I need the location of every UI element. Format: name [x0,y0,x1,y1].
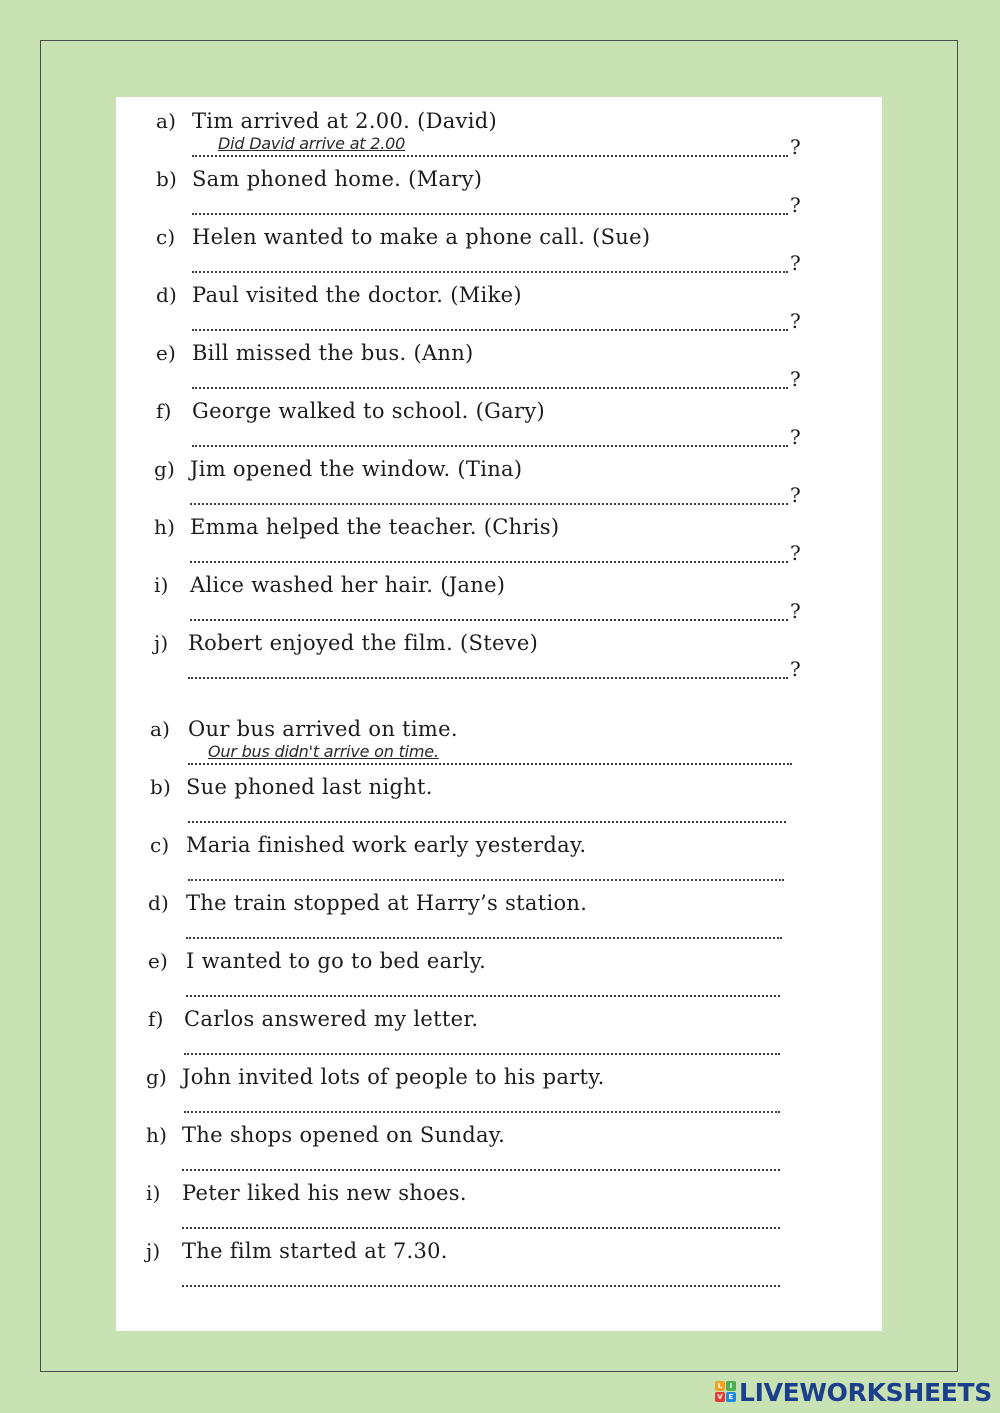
item-letter: a) [150,717,171,741]
item-sentence: Peter liked his new shoes. [182,1181,467,1205]
answer-line[interactable] [190,503,788,505]
worksheet-paper [116,97,882,1331]
question-mark: ? [790,309,801,333]
exercise-2-item-h [116,1123,882,1181]
question-mark: ? [790,599,801,623]
answer-line[interactable] [182,1285,780,1287]
item-letter: d) [148,891,170,915]
exercise-2-item-d [116,891,882,949]
item-letter: b) [150,775,172,799]
question-mark: ? [790,367,801,391]
exercise-2-item-j [116,1239,882,1297]
answer-line[interactable] [192,155,788,157]
liveworksheets-badge-icon [715,1381,737,1403]
item-sentence: The train stopped at Harry’s station. [186,891,588,915]
question-mark: ? [790,251,801,275]
exercise-1-item-f [116,399,882,457]
item-letter: c) [150,833,170,857]
question-mark: ? [790,193,801,217]
item-sentence: Maria finished work early yesterday. [186,833,587,857]
exercise-1-item-g [116,457,882,515]
item-letter: h) [146,1123,168,1147]
answer-line[interactable] [188,821,786,823]
item-sentence: I wanted to go to bed early. [186,949,487,973]
answer-line[interactable] [192,329,788,331]
badge-letter: E [726,1392,736,1402]
item-sentence: Robert enjoyed the film. (Steve) [188,631,539,655]
item-letter: j) [146,1239,161,1263]
item-letter: b) [156,167,178,191]
exercise-2-item-a [116,717,882,775]
item-sentence: Sam phoned home. (Mary) [192,167,483,191]
item-sentence: Jim opened the window. (Tina) [190,457,523,481]
answer-line[interactable] [192,445,788,447]
badge-letter: L [715,1381,725,1391]
answer-line[interactable] [192,387,788,389]
item-letter: h) [154,515,176,539]
question-mark: ? [790,541,801,565]
question-mark: ? [790,483,801,507]
item-letter: j) [154,631,169,655]
exercise-1-item-j [116,631,882,689]
item-sentence: Bill missed the bus. (Ann) [192,341,474,365]
item-sentence: Carlos answered my letter. [184,1007,479,1031]
example-answer: Did David arrive at 2.00 [218,134,406,153]
answer-line[interactable] [184,1111,780,1113]
item-sentence: Emma helped the teacher. (Chris) [190,515,560,539]
exercise-1-item-e [116,341,882,399]
item-letter: c) [156,225,176,249]
exercise-2-item-c [116,833,882,891]
item-letter: e) [156,341,177,365]
brand-text: LIVEWORKSHEETS [738,1377,992,1407]
question-mark: ? [790,135,801,159]
answer-line[interactable] [188,879,784,881]
answer-line[interactable] [182,1227,780,1229]
example-answer: Our bus didn't arrive on time. [208,742,439,761]
answer-line[interactable] [186,995,780,997]
item-sentence: Helen wanted to make a phone call. (Sue) [192,225,651,249]
answer-line[interactable] [188,677,788,679]
answer-line[interactable] [190,561,788,563]
exercise-1-item-a [116,109,882,167]
badge-letter: I [726,1381,736,1391]
badge-letter: V [715,1392,725,1402]
item-sentence: Sue phoned last night. [186,775,433,799]
answer-line[interactable] [190,619,788,621]
answer-line[interactable] [186,937,782,939]
answer-line[interactable] [182,1169,780,1171]
answer-line[interactable] [188,763,792,765]
item-letter: g) [146,1065,168,1089]
exercise-1-item-c [116,225,882,283]
exercise-1-item-d [116,283,882,341]
exercise-2-item-e [116,949,882,1007]
item-sentence: John invited lots of people to his party. [182,1065,605,1089]
item-letter: a) [156,109,177,133]
liveworksheets-logo[interactable] [715,1377,992,1407]
answer-line[interactable] [184,1053,780,1055]
exercise-1-item-h [116,515,882,573]
exercise-2-item-g [116,1065,882,1123]
item-letter: f) [156,399,172,423]
question-mark: ? [790,425,801,449]
answer-line[interactable] [192,213,788,215]
exercise-2-item-i [116,1181,882,1239]
item-sentence: Alice washed her hair. (Jane) [190,573,506,597]
item-sentence: Paul visited the doctor. (Mike) [192,283,522,307]
item-sentence: George walked to school. (Gary) [192,399,545,423]
exercise-1-item-i [116,573,882,631]
item-sentence: Our bus arrived on time. [188,717,458,741]
item-letter: e) [148,949,169,973]
exercise-2-item-b [116,775,882,833]
item-letter: i) [146,1181,161,1205]
answer-line[interactable] [192,271,788,273]
item-sentence: The shops opened on Sunday. [182,1123,506,1147]
item-letter: f) [148,1007,164,1031]
question-mark: ? [790,657,801,681]
item-sentence: Tim arrived at 2.00. (David) [192,109,497,133]
item-letter: g) [154,457,176,481]
item-sentence: The film started at 7.30. [182,1239,448,1263]
item-letter: d) [156,283,178,307]
exercise-1-item-b [116,167,882,225]
exercise-2-item-f [116,1007,882,1065]
item-letter: i) [154,573,169,597]
